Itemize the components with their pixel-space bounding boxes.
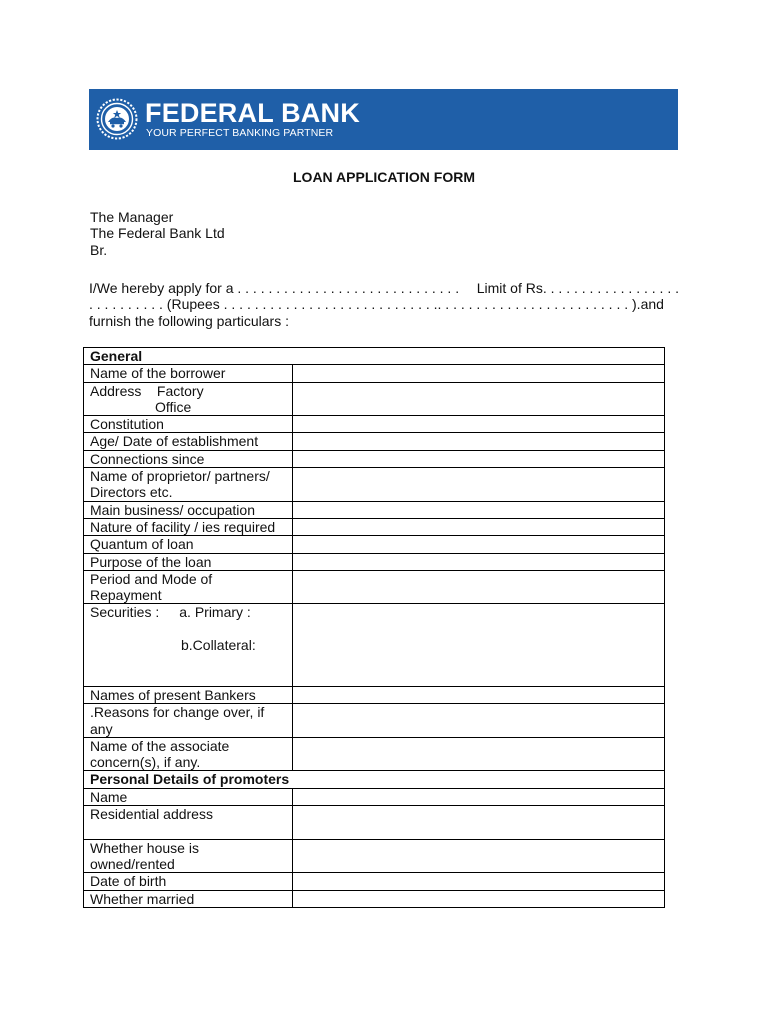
associate-concern-field[interactable] <box>292 737 664 771</box>
factory-label: Factory <box>156 382 204 399</box>
application-line <box>89 280 679 296</box>
date-of-birth-field[interactable] <box>292 873 664 890</box>
purpose-loan-field[interactable] <box>292 553 664 570</box>
label-line: concern(s), if any. <box>90 754 201 771</box>
marital-status-field[interactable] <box>292 890 664 907</box>
table-row <box>84 839 665 873</box>
label-line: any <box>90 720 113 737</box>
table-row <box>84 450 665 467</box>
repayment-field[interactable] <box>292 570 664 604</box>
field-label: Connections since <box>84 450 293 467</box>
field-label: Whether married <box>84 890 293 907</box>
borrower-name-field[interactable] <box>292 365 664 382</box>
table-row <box>84 501 665 518</box>
field-label: Nature of facility / ies required <box>84 518 293 535</box>
table-row <box>84 704 665 738</box>
field-label: Name of the borrower <box>84 365 293 382</box>
collateral-security-label: b.Collateral: <box>181 637 256 654</box>
label-line: owned/rented <box>90 855 175 872</box>
bank-name: FEDERAL BANK <box>145 98 360 128</box>
field-label: Name <box>84 788 293 805</box>
securities-field[interactable] <box>292 604 664 686</box>
field-label <box>84 382 293 416</box>
securities-label: Securities : <box>90 604 160 621</box>
address-label: Address <box>90 382 142 399</box>
table-row <box>84 771 665 788</box>
label-line: Residential address <box>90 806 213 823</box>
table-row <box>84 686 665 703</box>
address-field[interactable] <box>292 382 664 416</box>
particulars-line: furnish the following particulars : <box>89 312 289 329</box>
table-row <box>84 788 665 805</box>
address-label-line <box>90 383 292 399</box>
field-label <box>84 604 293 686</box>
field-label: Date of birth <box>84 873 293 890</box>
label-line: Name of the associate <box>90 737 230 754</box>
table-row <box>84 468 665 502</box>
field-label: Main business/ occupation <box>84 501 293 518</box>
table-row <box>84 570 665 604</box>
age-establishment-field[interactable] <box>292 433 664 450</box>
table-row <box>84 382 665 416</box>
table-row <box>84 518 665 535</box>
primary-security-label: a. Primary : <box>179 604 251 621</box>
table-row <box>84 348 665 365</box>
constitution-field[interactable] <box>292 416 664 433</box>
table-row <box>84 433 665 450</box>
spacer <box>90 822 292 838</box>
label-line: Whether house is <box>90 839 199 856</box>
field-label: Purpose of the loan <box>84 553 293 570</box>
field-label: Quantum of loan <box>84 536 293 553</box>
bank-tagline: YOUR PERFECT BANKING PARTNER <box>146 127 334 139</box>
table-row <box>84 873 665 890</box>
application-statement <box>89 280 679 329</box>
section-heading-general: General <box>84 348 665 365</box>
securities-line <box>90 604 292 620</box>
field-label: Age/ Date of establishment <box>84 433 293 450</box>
table-row <box>84 365 665 382</box>
addressee-line: Br. <box>90 241 108 258</box>
field-label: Names of present Bankers <box>84 686 293 703</box>
label-line: .Reasons for change over, if <box>90 704 265 721</box>
label-line: Name of proprietor/ partners/ <box>90 468 270 485</box>
spacer <box>90 621 292 637</box>
spacer <box>90 653 292 669</box>
addressee-line: The Federal Bank Ltd <box>90 225 225 242</box>
addressee-line: The Manager <box>90 209 174 225</box>
residential-address-field[interactable] <box>292 806 664 840</box>
form-title: LOAN APPLICATION FORM <box>293 169 475 185</box>
table-row <box>84 890 665 907</box>
quantum-loan-field[interactable] <box>292 536 664 553</box>
label-line: Period and Mode of <box>90 570 213 587</box>
addressee-block <box>90 209 225 258</box>
connections-since-field[interactable] <box>292 450 664 467</box>
table-row <box>84 416 665 433</box>
field-label <box>84 737 293 771</box>
table-row <box>84 604 665 686</box>
apply-for-text: I/We hereby apply for a . . . . . . . . . . . . . . . . . . . . . . . . . . . . . <box>89 280 460 296</box>
table-row <box>84 536 665 553</box>
field-label <box>84 570 293 604</box>
house-ownership-field[interactable] <box>292 839 664 873</box>
proprietor-names-field[interactable] <box>292 468 664 502</box>
particulars-table <box>83 347 665 908</box>
limit-text: Limit of Rs. . . . . . . . . . . . . . . . . . <box>476 280 679 296</box>
field-label <box>84 839 293 873</box>
label-line: Directors etc. <box>90 484 173 501</box>
section-heading-personal: Personal Details of promoters <box>84 771 665 788</box>
promoter-name-field[interactable] <box>292 788 664 805</box>
office-label: Office <box>155 398 192 415</box>
federal-bank-seal-icon <box>96 98 138 140</box>
nature-facility-field[interactable] <box>292 518 664 535</box>
table-row <box>84 806 665 840</box>
field-label <box>84 468 293 502</box>
spacer <box>90 670 292 686</box>
main-business-field[interactable] <box>292 501 664 518</box>
field-label <box>84 806 293 840</box>
field-label: Constitution <box>84 416 293 433</box>
bank-header-banner <box>89 89 678 150</box>
table-row <box>84 737 665 771</box>
reasons-change-field[interactable] <box>292 704 664 738</box>
rupees-line: . . . . . . . . . . (Rupees . . . . . . . . . . . . . . . . . . . . . . . . . . . .. . . . . . . . . . . . . . . . . . . . . . . . . ).and <box>89 296 664 313</box>
table-row <box>84 553 665 570</box>
present-bankers-field[interactable] <box>292 686 664 703</box>
label-line: Repayment <box>90 587 162 604</box>
field-label <box>84 704 293 738</box>
